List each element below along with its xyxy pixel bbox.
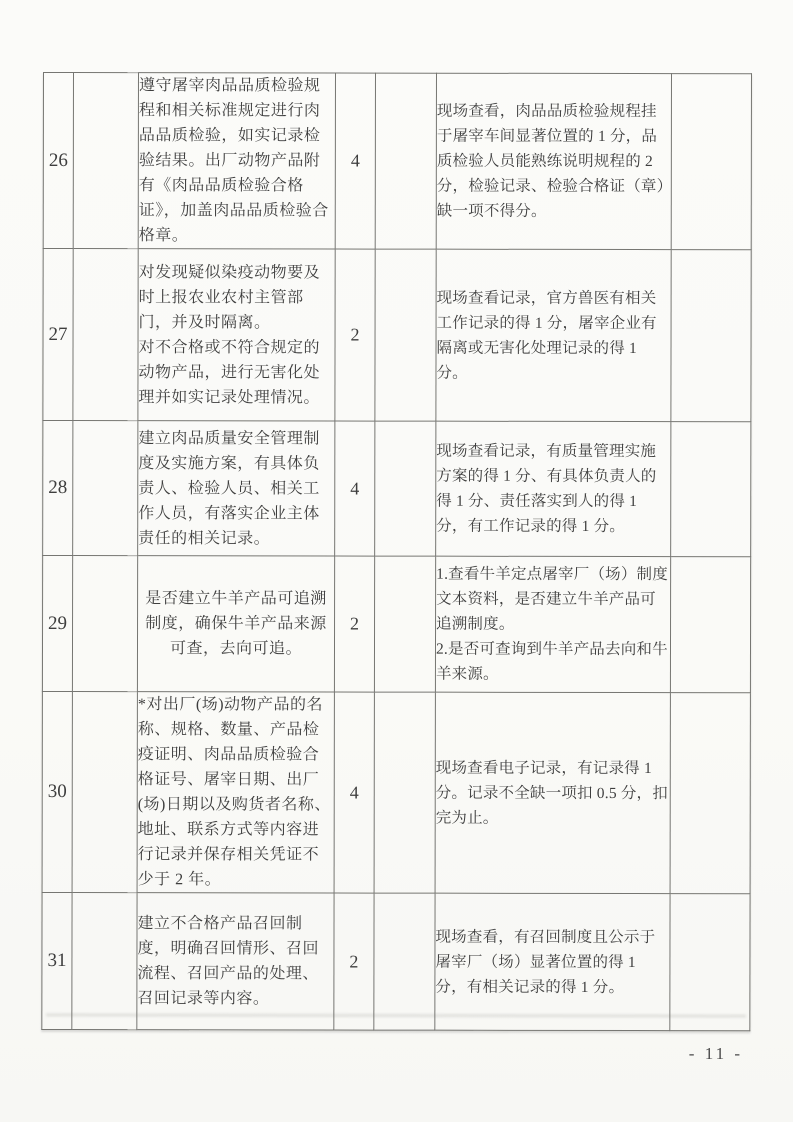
criteria-cell: 现场查看电子记录，有记录得 1 分。记录不全缺一项扣 0.5 分，扣完为止。 [435,692,670,893]
requirement-cell: 建立不合格产品召回制度，明确召回情形、召回流程、召回产品的处理、召回记录等内容。 [137,893,334,1030]
table-row [43,249,751,422]
table-row [42,556,750,693]
table-row [42,892,750,1030]
score-cell: 4 [335,421,375,556]
method-blank-cell [374,893,435,1030]
score-cell: 4 [335,73,375,249]
category-blank-cell [73,73,138,249]
table-row [43,421,751,557]
category-blank-cell [72,556,137,692]
category-blank-cell [72,692,137,893]
requirement-cell: *对出厂(场)动物产品的名称、规格、数量、产品检疫证明、肉品品质检验合格证号、屠宰日期、出厂(场)日期以及购货者名称、地址、联系方式等内容进行记录并保存相关凭证不少于 2 年。 [137,692,334,893]
table-row [43,73,751,250]
score-cell: 2 [335,249,375,421]
category-blank-cell [72,893,137,1030]
row-number-cell: 29 [42,556,72,692]
method-blank-cell [375,73,436,249]
result-blank-cell [671,422,751,557]
result-blank-cell [670,693,750,894]
result-blank-cell [670,557,750,693]
method-blank-cell [375,249,436,421]
row-number-cell: 30 [42,691,72,892]
method-blank-cell [375,421,436,556]
requirement-cell: 建立肉品质量安全管理制度及实施方案，有具体负责人、检验人员、相关工作人员，有落实企业主体责任的相关记录。 [138,421,335,556]
criteria-cell: 现场查看记录，官方兽医有相关工作记录的得 1 分，屠宰企业有隔离或无害化处理记录的得 1 分。 [436,249,671,421]
method-blank-cell [374,692,435,893]
row-number-cell: 31 [42,892,72,1029]
requirement-cell: 对发现疑似染疫动物要及时上报农业农村主管部门，并及时隔离。 对不合格或不符合规定的动物产品，进行无害化处理并如实记录处理情况。 [138,249,335,421]
row-number-cell: 27 [43,249,73,421]
score-cell: 4 [334,692,374,893]
method-blank-cell [374,556,435,692]
criteria-cell: 现场查看记录，有质量管理实施方案的得 1 分、有具体负责人的得 1 分、责任落实到人的得 1 分，有工作记录的得 1 分。 [436,421,671,556]
requirement-cell: 遵守屠宰肉品品质检验规程和相关标准规定进行肉品品质检验，如实记录检验结果。出厂动物产品附有《肉品品质检验合格证》，加盖肉品品质检验合格章。 [138,73,335,249]
category-blank-cell [73,421,138,556]
category-blank-cell [73,249,138,421]
assessment-table [41,72,752,1031]
table-row [42,691,750,893]
criteria-cell: 现场查看，有召回制度且公示于屠宰厂（场）显著位置的得 1 分，有相关记录的得 1 分。 [435,893,670,1030]
page-number: - 11 - [688,1044,743,1063]
result-blank-cell [670,894,750,1031]
score-cell: 2 [334,556,374,692]
row-number-cell: 26 [43,73,73,249]
criteria-cell: 现场查看，肉品品质检验规程挂于屠宰车间显著位置的 1 分，品质检验人员能熟练说明规程的 2 分，检验记录、检验合格证（章）缺一项不得分。 [436,73,671,249]
criteria-cell: 1.查看牛羊定点屠宰厂（场）制度文本资料，是否建立牛羊产品可追溯制度。 2.是否可查询到牛羊产品去向和牛羊来源。 [435,556,670,692]
row-number-cell: 28 [43,421,73,556]
result-blank-cell [671,250,751,422]
score-cell: 2 [334,893,374,1030]
requirement-cell: 是否建立牛羊产品可追溯制度，确保牛羊产品来源可查，去向可追。 [137,556,334,692]
result-blank-cell [671,74,751,250]
